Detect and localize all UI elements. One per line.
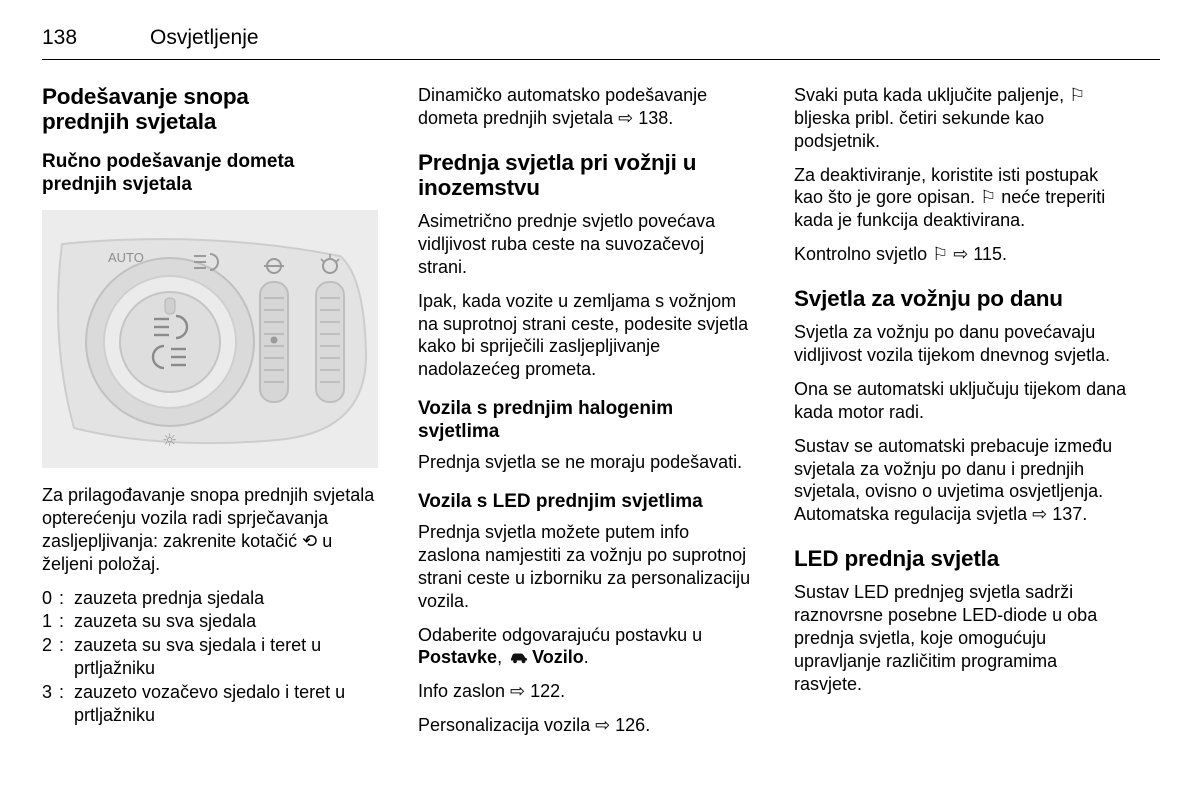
lamp-symbol: ☼ bbox=[162, 431, 178, 452]
para-dynamic-leveling-ref: Dinamičko automatsko podešavanje dometa prednjih svjetala ⇨ 138. bbox=[418, 85, 708, 128]
load-position-row bbox=[42, 681, 378, 727]
position-separator: : bbox=[59, 587, 65, 608]
section-heading-driving-abroad: Prednja svjetla pri vožnji u inozemstvu bbox=[418, 149, 697, 200]
position-text: zauzeto vozačevo sjedalo i teret u prtljažniku bbox=[74, 682, 346, 725]
column-1 bbox=[42, 84, 378, 748]
para-ignition-reminder: Svaki puta kada uključite paljenje, ⚐ bljeska pribl. četiri sekunde kao podsjetnik. bbox=[794, 85, 1086, 151]
para-halogen-no-adjustment: Prednja svjetla se ne moraju podešavati. bbox=[418, 451, 743, 472]
position-key: 1 bbox=[42, 611, 53, 632]
settings-prefix: Odaberite odgovarajuću postavku u bbox=[418, 624, 703, 645]
section-heading-led-headlights: LED prednja svjetla bbox=[794, 546, 1000, 572]
position-key: 0 bbox=[42, 587, 53, 608]
load-position-list bbox=[42, 587, 378, 727]
position-text: zauzeta su sva sjedala i teret u prtljažniku bbox=[74, 635, 322, 679]
auto-position-label: AUTO bbox=[108, 250, 144, 266]
header-rule bbox=[42, 59, 1160, 60]
settings-separator: , bbox=[497, 647, 508, 668]
position-text: zauzeta su sva sjedala bbox=[74, 611, 257, 632]
position-separator: : bbox=[59, 635, 65, 656]
headlight-switch-illustration bbox=[42, 210, 378, 468]
page-number: 138 bbox=[42, 26, 78, 49]
para-personalization-ref: Personalizacija vozila ⇨ 126. bbox=[418, 715, 651, 736]
para-asymmetric-beam: Asimetrično prednje svjetlo povećava vidljivost ruba ceste na suvozačevoj strani. bbox=[418, 211, 716, 277]
load-position-row bbox=[42, 634, 378, 680]
vehicle-menu-label: Vozilo bbox=[532, 647, 584, 668]
knob-pointer bbox=[165, 298, 175, 314]
para-settings-instruction bbox=[418, 624, 754, 670]
position-key: 2 bbox=[42, 635, 53, 656]
position-separator: : bbox=[59, 611, 65, 632]
column-3 bbox=[794, 84, 1130, 748]
column-2 bbox=[418, 84, 754, 748]
subheading-manual-leveling: Ručno podešavanje dometa prednjih svjetala bbox=[42, 151, 295, 195]
settings-menu-label: Postavke bbox=[418, 647, 498, 668]
para-deactivation: Za deaktiviranje, koristite isti postupak kao što je gore opisan. ⚐ neće treperiti kada je funkcija deaktivirana. bbox=[794, 164, 1106, 231]
para-info-display-ref: Info zaslon ⇨ 122. bbox=[418, 681, 566, 702]
para-opposite-side-driving: Ipak, kada vozite u zemljama s vožnjom na suprotnoj strani ceste, podesite svjetla kako bi spriječili zasljepljivanje nadolazećeg prometa. bbox=[418, 290, 749, 380]
para-drl-automatic: Ona se automatski uključuju tijekom dana kada motor radi. bbox=[794, 378, 1127, 422]
para-led-info-display: Prednja svjetla možete putem info zaslona namjestiti za vožnju po suprotnoj strani ceste u izborniku za personalizaciju vozila. bbox=[418, 522, 751, 611]
section-heading-beam-adjustment: Podešavanje snopa prednjih svjetala bbox=[42, 84, 249, 135]
para-control-light-ref: Kontrolno svjetlo ⚐ ⇨ 115. bbox=[794, 244, 1007, 265]
subheading-led-vehicles: Vozila s LED prednjim svjetlima bbox=[418, 490, 703, 512]
para-led-system: Sustav LED prednjeg svjetla sadrži raznovrsne posebne LED-diode u oba prednja svjetla, koje omogućuju upravljanje različitim programima rasvjete. bbox=[794, 582, 1098, 694]
para-drl-visibility: Svjetla za vožnju po danu povećavaju vidljivost vozila tijekom dnevnog svjetla. bbox=[794, 322, 1111, 366]
page-header bbox=[42, 26, 1160, 50]
position-key: 3 bbox=[42, 682, 53, 703]
settings-suffix: . bbox=[583, 647, 589, 668]
content-columns bbox=[42, 84, 1160, 748]
subheading-halogen-vehicles: Vozila s prednjim halogenim svjetlima bbox=[418, 398, 674, 442]
para-leveling-instruction: Za prilagođavanje snopa prednjih svjetala opterećenju vozila radi sprječavanja zasljepljivanja: zakrenite kotačić ⟲ u željeni položaj. bbox=[42, 485, 375, 574]
para-drl-switching: Sustav se automatski prebacuje između svjetala za vožnju po danu i prednjih svjetala, ovisno o uvjetima osvjetljenja. Automatska regulacija svjetla ⇨ 137. bbox=[794, 435, 1113, 525]
load-position-row bbox=[42, 610, 378, 633]
headlight-switch-drawing bbox=[42, 210, 378, 468]
chapter-title: Osvjetljenje bbox=[150, 26, 259, 49]
vehicle-icon bbox=[509, 651, 529, 664]
section-heading-daytime-lights: Svjetla za vožnju po danu bbox=[794, 286, 1063, 312]
position-separator: : bbox=[59, 682, 65, 703]
position-text: zauzeta prednja sjedala bbox=[74, 587, 265, 608]
load-position-row bbox=[42, 587, 378, 610]
